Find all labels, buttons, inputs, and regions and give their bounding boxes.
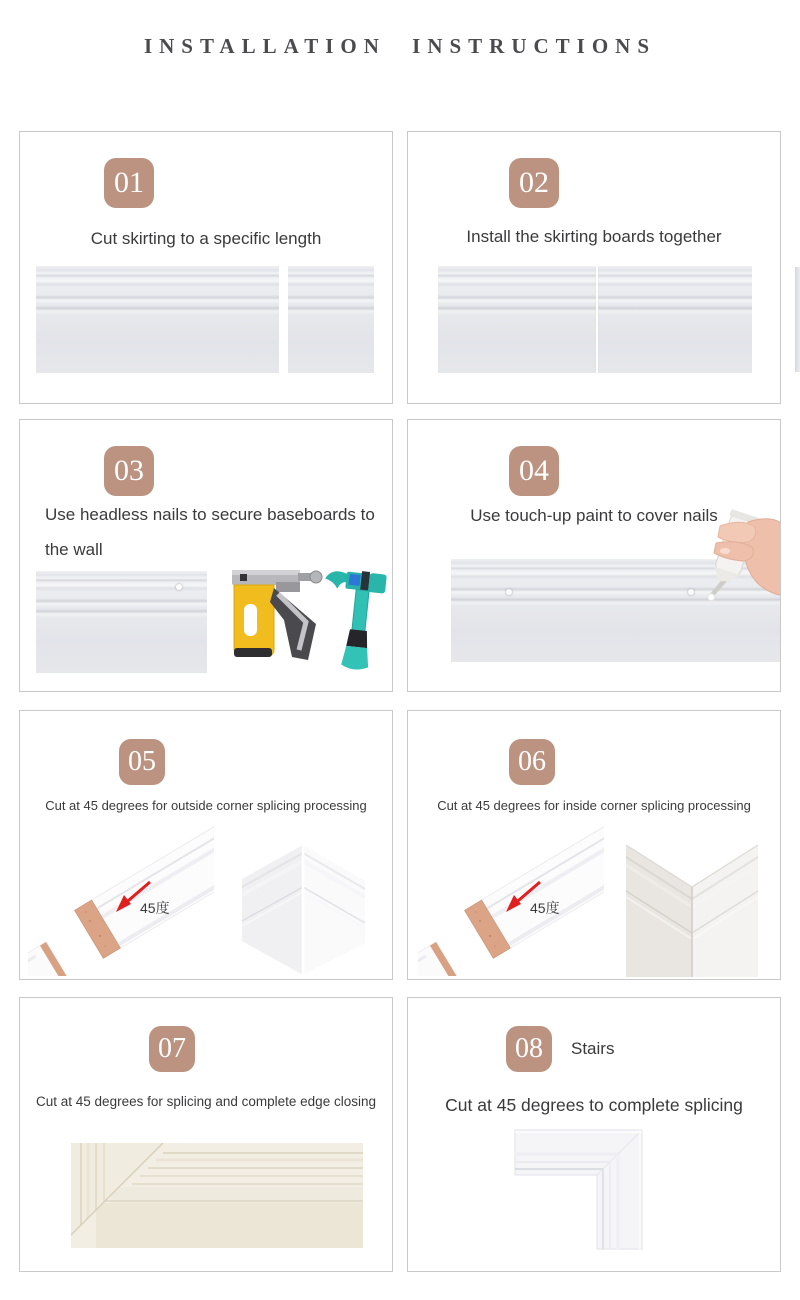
step-description: Cut at 45 degrees for outside corner splicing processing: [45, 798, 367, 813]
step-panel-05: [19, 710, 393, 980]
step-panel-04: [407, 419, 781, 692]
step-panel-02: [407, 131, 781, 404]
step-number-badge: 04: [509, 446, 559, 496]
inside-corner-image: [616, 829, 768, 977]
nail-dot: [506, 589, 512, 595]
joined-skirting-boards-image: [438, 266, 752, 373]
step-number-badge: 08: [506, 1026, 552, 1072]
hand-with-touch-up-paint-tube-image: [684, 498, 781, 616]
step-description: Cut at 45 degrees for splicing and complete edge closing: [36, 1094, 376, 1109]
45-degree-miter-cut-image: [28, 826, 214, 976]
page-title: INSTALLATION INSTRUCTIONS: [143, 34, 657, 58]
staple-gun-and-hammer-image: [226, 560, 391, 685]
step-description: Cut at 45 degrees to complete splicing: [445, 1095, 743, 1115]
stair-molding-corner-image: [509, 1126, 684, 1253]
step-description: Use touch-up paint to cover nails: [470, 506, 718, 525]
step-side-label: Stairs: [571, 1039, 615, 1058]
step-description: Cut skirting to a specific length: [90, 229, 322, 248]
step-panel-01: [19, 131, 393, 404]
step-number-badge: 03: [104, 446, 154, 496]
skirting-board-long-image: [36, 266, 279, 373]
step-panel-07: [19, 997, 393, 1272]
angle-label: 45度: [140, 900, 170, 916]
step-description: Install the skirting boards together: [466, 227, 722, 246]
step-description: Use headless nails to secure baseboards to the wall: [45, 505, 375, 559]
board-joint-seam: [596, 266, 598, 373]
angle-label: 45度: [530, 900, 560, 916]
step-number-badge: 01: [104, 158, 154, 208]
outside-corner-image: [228, 829, 378, 977]
45-degree-miter-cut-image: [418, 826, 604, 976]
cropped-board-edge-image: [795, 267, 800, 372]
nail-dot: [176, 584, 182, 590]
step-number-badge: 06: [509, 739, 555, 785]
step-number-badge: 07: [149, 1026, 195, 1072]
mitered-frame-corner-image: [71, 1143, 363, 1248]
skirting-board-cut-piece-image: [288, 266, 374, 373]
step-number-badge: 05: [119, 739, 165, 785]
step-description: Cut at 45 degrees for inside corner splicing processing: [437, 798, 751, 813]
step-panel-06: [407, 710, 781, 980]
step-number-badge: 02: [509, 158, 559, 208]
step-panel-08: [407, 997, 781, 1272]
step-panel-03: [19, 419, 393, 692]
